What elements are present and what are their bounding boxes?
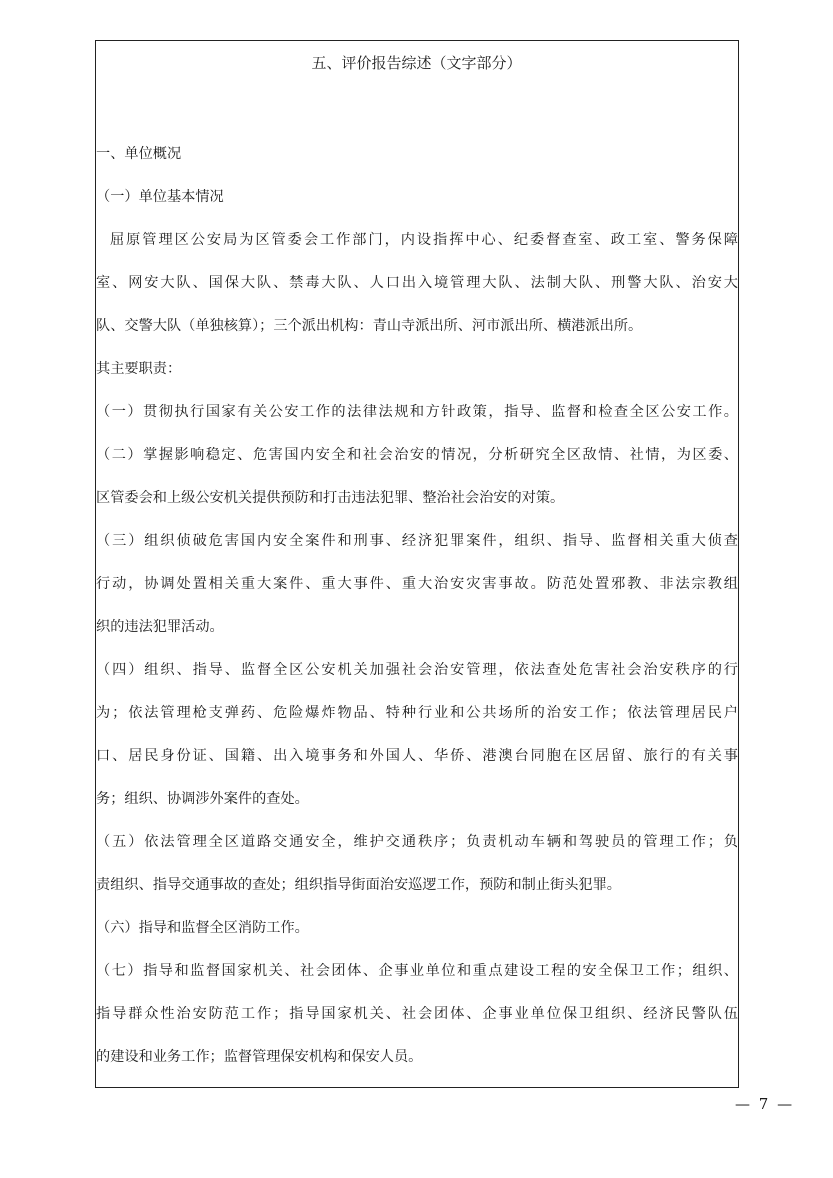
paragraph-line: 口、居民身份证、国籍、出入境事务和外国人、华侨、港澳台同胞在区居留、旅行的有关事 [96, 748, 738, 764]
duty-item-3: （三）组织侦破危害国内安全案件和刑事、经济犯罪案件，组织、指导、监督相关重大侦查 [96, 533, 738, 549]
paragraph-line: 务；组织、协调涉外案件的查处。 [96, 791, 309, 807]
paragraph-line: 行动，协调处置相关重大案件、重大事件、重大治安灾害事故。防范处置邪教、非法宗教组 [96, 576, 738, 592]
duty-item-1: （一）贯彻执行国家有关公安工作的法律法规和方针政策，指导、监督和检查全区公安工作。 [96, 404, 738, 420]
page-number: — 7 — [735, 1095, 795, 1113]
paragraph-line: 区管委会和上级公安机关提供预防和打击违法犯罪、整治社会治安的对策。 [96, 490, 565, 506]
section-title: 五、评价报告综述（文字部分） [311, 54, 522, 72]
heading-main-duties: 其主要职责： [96, 361, 182, 377]
paragraph-line: 队、交警大队（单独核算）；三个派出机构：青山寺派出所、河市派出所、横港派出所。 [96, 318, 643, 334]
duty-item-6: （六）指导和监督全区消防工作。 [96, 920, 309, 936]
duty-item-4: （四）组织、指导、监督全区公安机关加强社会治安管理，依法查处危害社会治安秩序的行 [96, 662, 738, 678]
paragraph-line: 屈原管理区公安局为区管委会工作部门，内设指挥中心、纪委督查室、政工室、警务保障 [110, 232, 738, 248]
duty-item-7: （七）指导和监督国家机关、社会团体、企事业单位和重点建设工程的安全保卫工作；组织、 [96, 963, 738, 979]
paragraph-line: 指导群众性治安防范工作；指导国家机关、社会团体、企事业单位保卫组织、经济民警队伍 [96, 1006, 738, 1022]
paragraph-line: 为；依法管理枪支弹药、危险爆炸物品、特种行业和公共场所的治安工作；依法管理居民户 [96, 705, 738, 721]
paragraph-line: 的建设和业务工作；监督管理保安机构和保安人员。 [96, 1049, 423, 1065]
duty-item-2: （二）掌握影响稳定、危害国内安全和社会治安的情况，分析研究全区敌情、社情，为区委、 [96, 447, 738, 463]
subheading-basic-info: （一）单位基本情况 [96, 189, 224, 205]
paragraph-line: 责组织、指导交通事故的查处；组织指导街面治安巡逻工作，预防和制止街头犯罪。 [96, 877, 621, 893]
paragraph-line: 室、网安大队、国保大队、禁毒大队、人口出入境管理大队、法制大队、刑警大队、治安大 [96, 275, 738, 291]
duty-item-5: （五）依法管理全区道路交通安全，维护交通秩序；负责机动车辆和驾驶员的管理工作；负 [96, 834, 738, 850]
paragraph-line: 织的违法犯罪活动。 [96, 619, 224, 635]
heading-unit-overview: 一、单位概况 [96, 146, 182, 162]
